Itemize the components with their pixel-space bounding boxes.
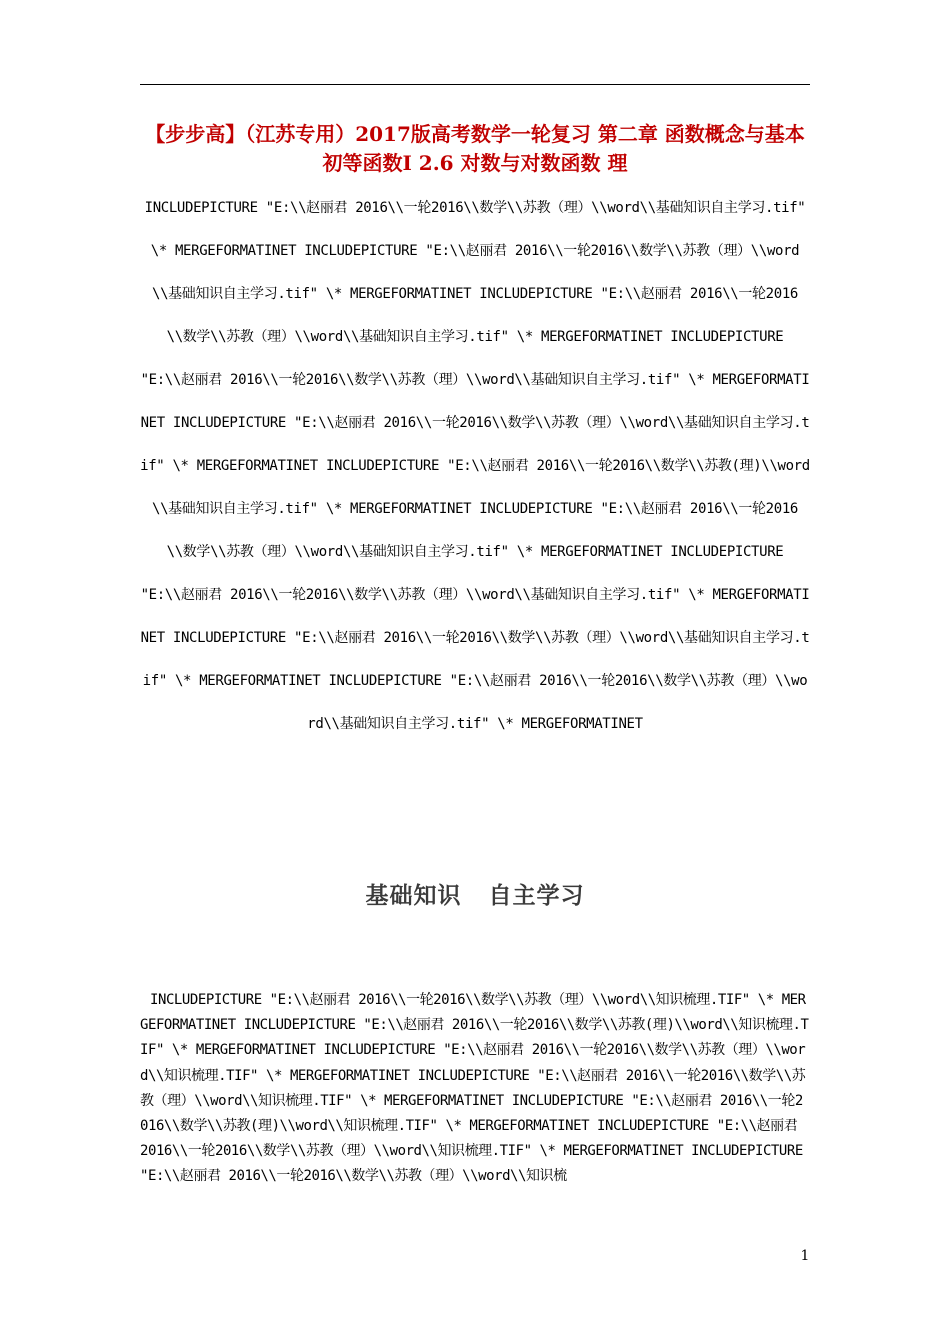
page-number: 1 (800, 1248, 810, 1264)
section-heading: 基础知识 自主学习 (365, 883, 585, 909)
header-rule (140, 84, 810, 85)
includepicture-field-text: INCLUDEPICTURE "E:\\赵丽君 2016\\一轮2016\\数学\\苏教（理）\\word\\基础知识自主学习.tif" \* MERGEFORMATINET INCLUDEPICTURE "E:\\赵丽君 2016\\一轮2016\\数学\\苏教（理）\\word\\基础知识自主学习.tif" \* MERGEFORMATINET INCLUDEPICTURE "E:\\赵丽君 2016\\一轮2016\\数学\\苏教（理）\\word\\基础知识自主学习.tif" \* MERGEFORMATINET INCLUDEPICTURE "E:\\赵丽君 2016\\一轮2016\\数学\\苏教（理）\\word\\基础知识自主学习.tif" \* MERGEFORMATINET INCLUDEPICTURE "E:\\赵丽君 2016\\一轮2016\\数学\\苏教（理）\\word\\基础知识自主学习.tif" \* MERGEFORMATINET INCLUDEPICTURE "E:\\赵丽君 2016\\一轮2016\\数学\\苏教(理)\\word\\基础知识自主学习.tif" \* MERGEFORMATINET INCLUDEPICTURE "E:\\赵丽君 2016\\一轮2016\\数学\\苏教（理）\\word\\基础知识自主学习.tif" \* MERGEFORMATINET INCLUDEPICTURE "E:\\赵丽君 2016\\一轮2016\\数学\\苏教（理）\\word\\基础知识自主学习.tif" \* MERGEFORMATINET INCLUDEPICTURE "E:\\赵丽君 2016\\一轮2016\\数学\\苏教（理）\\word\\基础知识自主学习.tif" \* MERGEFORMATINET INCLUDEPICTURE "E:\\赵丽君 2016\\一轮2016\\数学\\苏教（理）\\word\\基础知识自主学习.tif" \* MERGEFORMATINET (140, 200, 810, 732)
document-title: 【步步高】（江苏专用）2017版高考数学一轮复习 第二章 函数概念与基本初等函数Ⅰ 2.6 对数与对数函数 理 (145, 122, 805, 175)
includepicture-field-text-2: INCLUDEPICTURE "E:\\赵丽君 2016\\一轮2016\\数学\\苏教（理）\\word\\知识梳理.TIF" \* MERGEFORMATINET INCLUDEPICTURE "E:\\赵丽君 2016\\一轮2016\\数学\\苏教(理)\\word\\知识梳理.TIF" \* MERGEFORMATINET INCLUDEPICTURE "E:\\赵丽君 2016\\一轮2016\\数学\\苏教（理）\\word\\知识梳理.TIF" \* MERGEFORMATINET INCLUDEPICTURE "E:\\赵丽君 2016\\一轮2016\\数学\\苏教（理）\\word\\知识梳理.TIF" \* MERGEFORMATINET INCLUDEPICTURE "E:\\赵丽君 2016\\一轮2016\\数学\\苏教(理)\\word\\知识梳理.TIF" \* MERGEFORMATINET INCLUDEPICTURE "E:\\赵丽君 2016\\一轮2016\\数学\\苏教（理）\\word\\知识梳理.TIF" \* MERGEFORMATINET INCLUDEPICTURE "E:\\赵丽君 2016\\一轮2016\\数学\\苏教（理）\\word\\知识梳 (140, 992, 809, 1185)
